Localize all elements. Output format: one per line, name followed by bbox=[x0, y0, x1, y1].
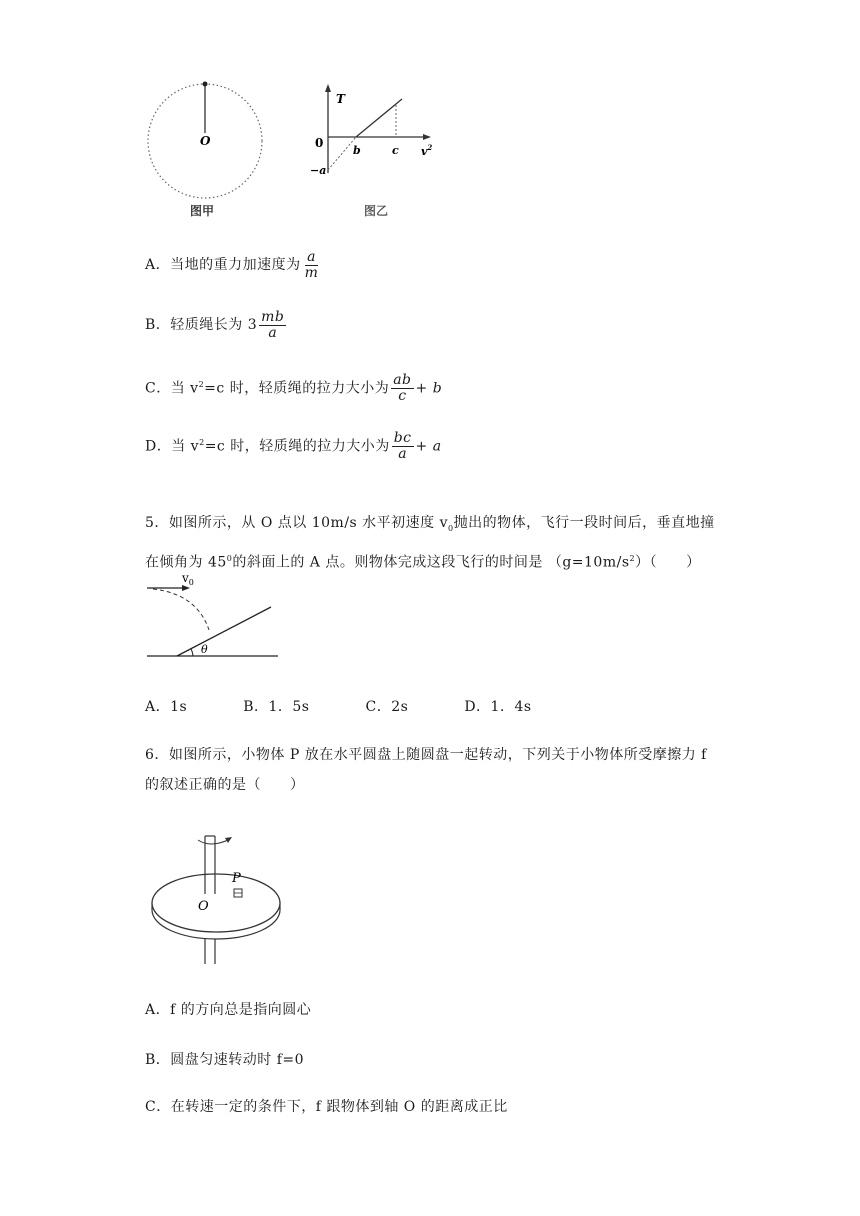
caption-jia: 图甲 bbox=[190, 204, 215, 218]
q6-option-b: B．圆盘匀速转动时 f=0 bbox=[145, 1052, 305, 1068]
origin-label: 0 bbox=[315, 136, 324, 150]
q4-option-d: D．当 $v^2=c$ 时，轻质绳的拉力大小为 $\frac{bc}{a}$ + a bbox=[145, 430, 442, 463]
v0-label: $v_0$ bbox=[182, 571, 194, 587]
circle-center-label: O bbox=[200, 134, 211, 148]
y-axis-arrow-icon bbox=[325, 84, 331, 92]
q6-stem: 6．如图所示，小物体 P 放在水平圆盘上随圆盘一起转动，下列关于小物体所受摩擦力 f 的叙述正确的是（ ） bbox=[145, 747, 707, 793]
q5-stem: 5．如图所示，从 O 点以 10m/s 水平初速度 $v_0$抛出的物体，飞行一段时间后，垂直地撞 在倾角为 $45^0$的斜面上的 A 点。则物体完成这段飞行的时间是 $(g=10m/s^2)$（ ） bbox=[145, 515, 715, 571]
caption-yi: 图乙 bbox=[364, 204, 389, 218]
c-label: c bbox=[392, 144, 399, 157]
q4-option-c: C．当 $v^2=c$ 时，轻质绳的拉力大小为 $\frac{ab}{c}$ + b bbox=[145, 372, 443, 405]
label-p: P bbox=[232, 871, 241, 886]
neg-a-label: −a bbox=[310, 164, 327, 177]
incline-line bbox=[177, 607, 271, 656]
rotation-arrow bbox=[198, 840, 228, 844]
figure-jia-yi bbox=[140, 75, 450, 225]
q4-option-b: B．轻质绳长为 3 $\frac{mb}{a}$ bbox=[145, 308, 285, 341]
rotation-arrow-icon bbox=[225, 837, 232, 843]
axis-label-v: $v^2$ bbox=[421, 143, 433, 158]
tension-line bbox=[356, 99, 402, 137]
q5-options bbox=[145, 697, 588, 717]
axis-label-T: T bbox=[336, 92, 345, 106]
theta-label: θ bbox=[201, 643, 208, 656]
q6-option-c: C．在转速一定的条件下，f 跟物体到轴 O 的距离成正比 bbox=[145, 1099, 508, 1115]
q4-option-a: A．当地的重力加速度为 $\frac{a}{m}$ bbox=[145, 248, 319, 281]
q5-option-a: A．1s bbox=[145, 699, 188, 715]
label-o: O bbox=[198, 899, 209, 914]
angle-arc bbox=[191, 649, 193, 656]
dashed-extension bbox=[328, 137, 356, 170]
b-label: b bbox=[353, 144, 361, 157]
x-axis-arrow-icon bbox=[423, 134, 431, 140]
disk-top bbox=[152, 874, 280, 932]
q5-option-b: B．1．5s bbox=[243, 699, 310, 715]
q5-option-d: D．1．4s bbox=[464, 699, 532, 715]
figure-turntable bbox=[148, 828, 288, 968]
trajectory-dashed bbox=[153, 589, 209, 630]
q6-option-a: A．f 的方向总是指向圆心 bbox=[145, 1002, 312, 1018]
q5-option-c: C．2s bbox=[365, 699, 409, 715]
figure-incline bbox=[145, 570, 285, 665]
ball-dot bbox=[203, 82, 208, 87]
